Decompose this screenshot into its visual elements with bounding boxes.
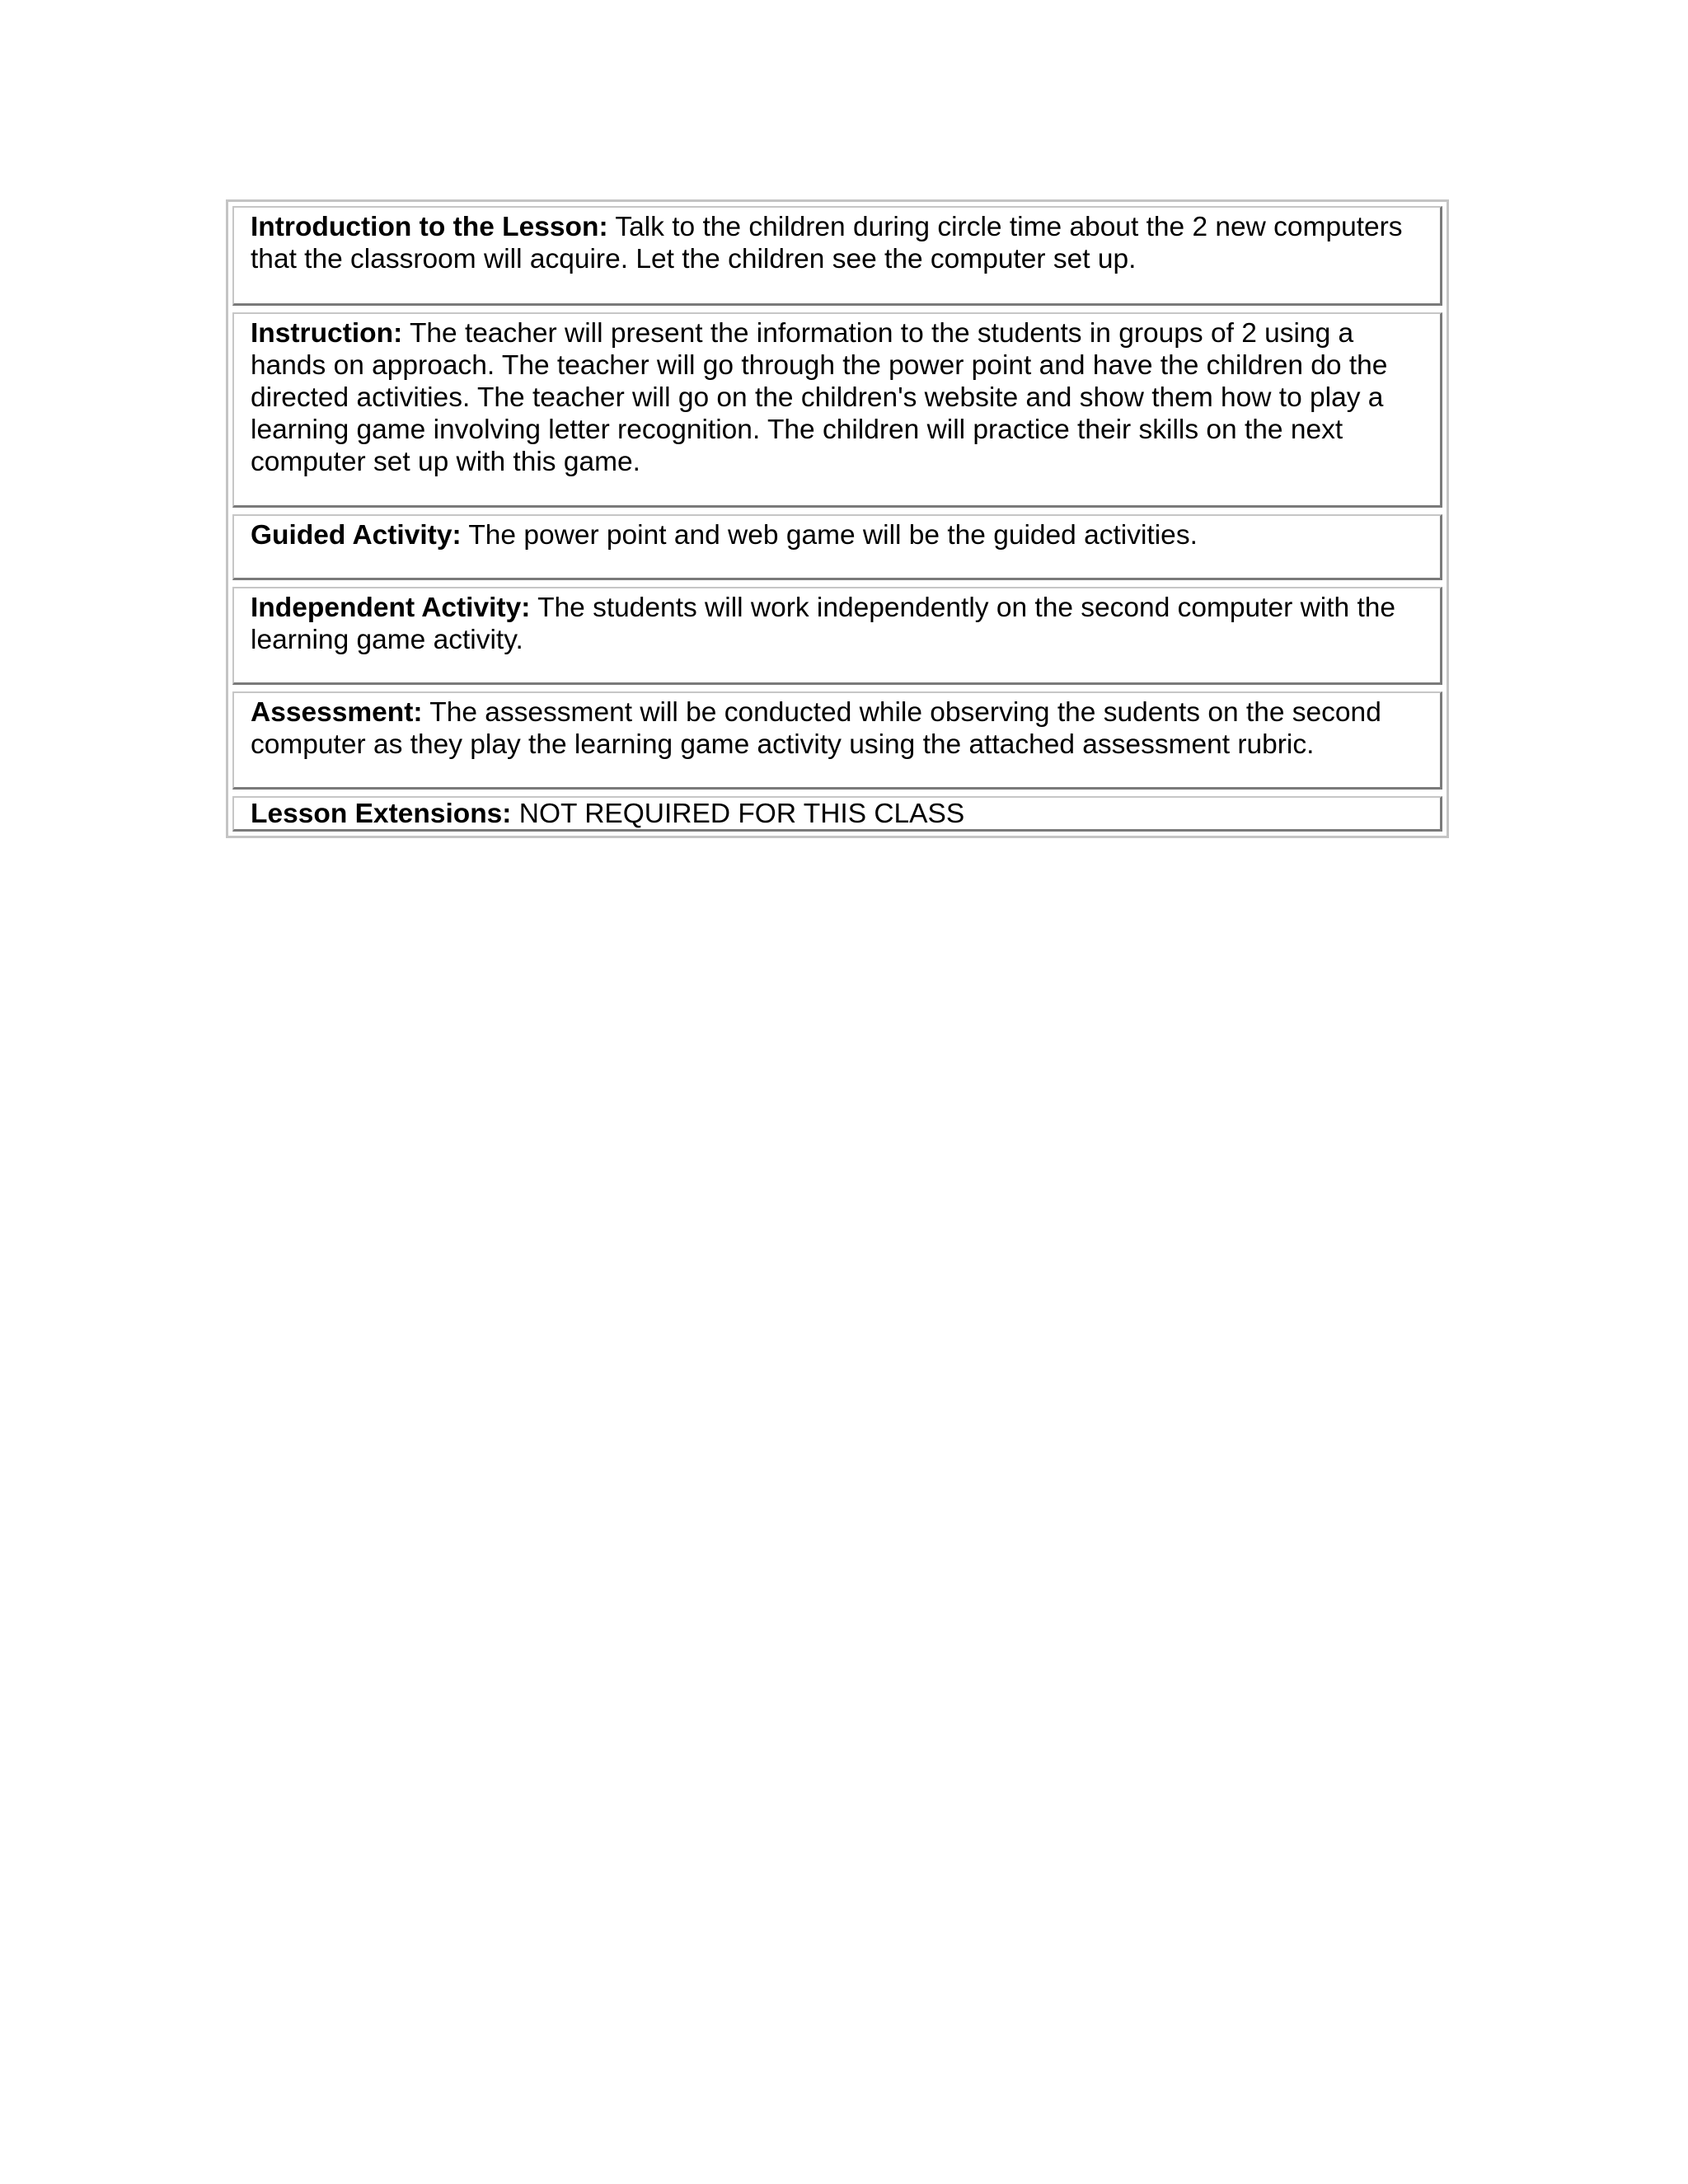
lesson-plan-table bbox=[226, 199, 1449, 838]
section-text: The assessment will be conducted while observing the sudents on the second computer as they play the learning game activity using the attached assessment rubric. bbox=[251, 697, 1381, 760]
section-label: Guided Activity: bbox=[251, 520, 462, 551]
lesson-section-introduction bbox=[232, 206, 1442, 306]
section-text: The power point and web game will be the guided activities. bbox=[468, 520, 1198, 551]
section-label: Independent Activity: bbox=[251, 593, 531, 623]
section-text: The teacher will present the information to the students in groups of 2 using a hands on approach. The teacher will go through the power point and have the children do the directed activities. The teacher will go on the children's website and show them how to play a learning game involving letter recognition. The children will practice their skills on the next computer set up with this game. bbox=[251, 318, 1388, 477]
section-label: Instruction: bbox=[251, 318, 403, 349]
lesson-section-independent-activity bbox=[232, 587, 1442, 685]
lesson-section-guided-activity bbox=[232, 514, 1442, 580]
section-text: Talk to the children during circle time about the 2 new computers that the classroom will acquire. Let the children see the computer set up. bbox=[251, 212, 1403, 274]
section-text: The students will work independently on the second computer with the learning game activity. bbox=[251, 593, 1396, 655]
section-text: NOT REQUIRED FOR THIS CLASS bbox=[518, 799, 965, 829]
section-label: Introduction to the Lesson: bbox=[251, 212, 608, 242]
lesson-section-assessment bbox=[232, 691, 1442, 790]
lesson-section-instruction bbox=[232, 312, 1442, 508]
section-label: Lesson Extensions: bbox=[251, 799, 512, 829]
lesson-section-extensions bbox=[232, 796, 1442, 832]
section-label: Assessment: bbox=[251, 697, 423, 728]
